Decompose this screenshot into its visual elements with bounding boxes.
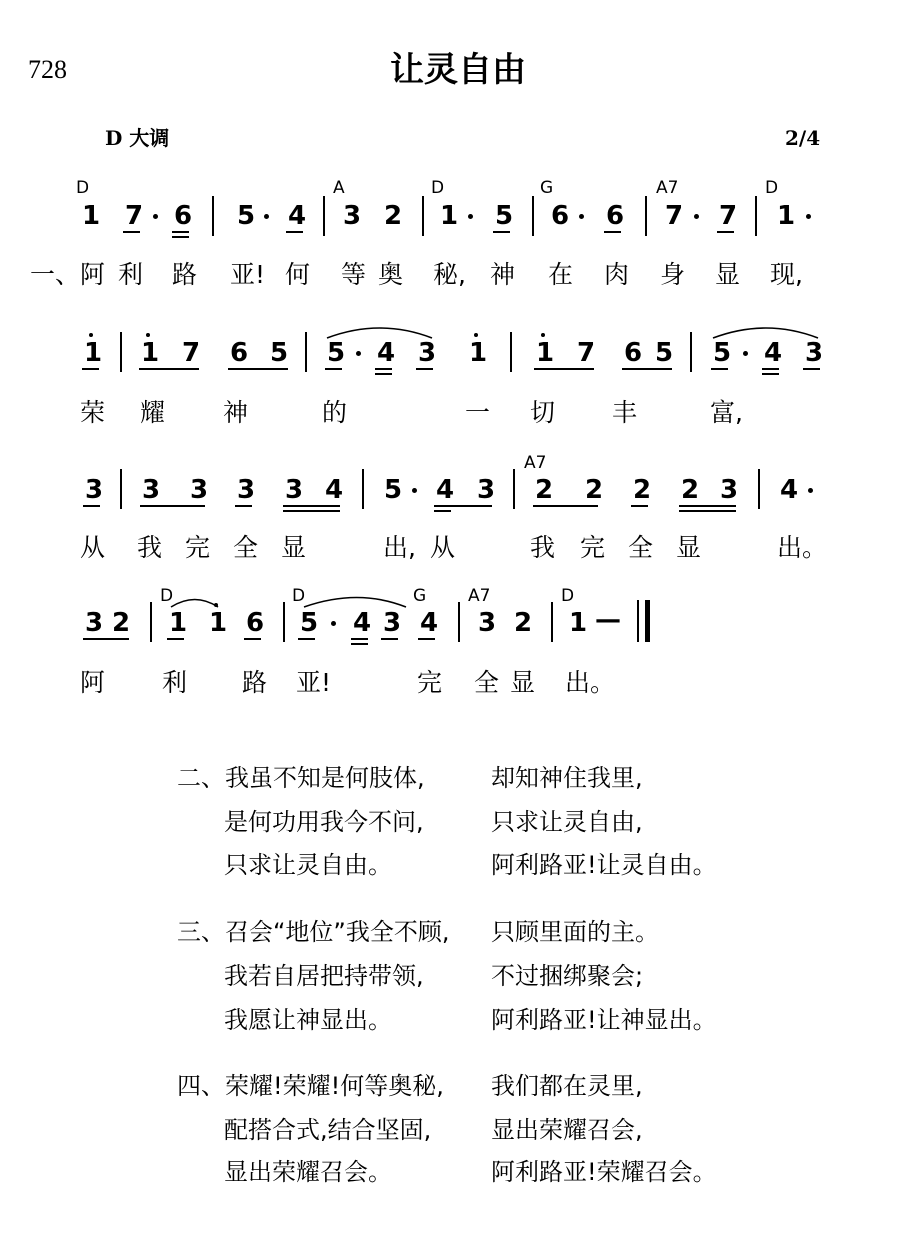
note: 2 [535,475,554,505]
chord: D [561,586,575,606]
note: 6 [174,201,193,231]
note: 3 [343,201,362,231]
lyric: 显 [510,668,536,697]
verse-line: 阿利路亚!让神显出。 [491,1006,717,1034]
verse-line: 我若自居把持带领, [224,962,424,990]
verse-line: 不过捆绑聚会; [491,962,644,990]
note: 5 [384,475,403,505]
note: 3 [805,338,824,368]
verse-line: 我愿让神显出。 [224,1006,392,1034]
lyric: 等 [341,260,367,289]
note: 7 [577,338,596,368]
lyric: 完 [580,533,606,562]
note: 2 [384,201,403,231]
note: 7 [665,201,684,231]
verse-line: 显出荣耀召会, [491,1116,643,1144]
lyric: 显 [715,260,741,289]
note: 6 [624,338,643,368]
note: 6 [246,608,265,638]
chord: A7 [468,586,491,606]
note: 4 [288,201,307,231]
lyric: 完 [185,533,211,562]
hymn-title: 让灵自由 [390,50,526,90]
lyric: 神 [223,398,249,427]
note: 5 [327,338,346,368]
note: 4 [377,338,396,368]
lyric: 切 [530,398,556,427]
note: 5 [300,608,319,638]
note: 3 [720,475,739,505]
note: 4 [436,475,455,505]
verse-line: 阿利路亚!让灵自由。 [491,851,717,879]
verse-line: 只求让灵自由。 [224,851,392,879]
note: 1 [440,201,459,231]
slur [713,328,818,338]
lyric: 奥 [378,260,404,289]
hymn-number: 728 [28,55,67,84]
lyric: 神 [490,260,516,289]
slur [327,328,432,338]
lyric: 丰 [612,398,638,427]
chord: G [413,586,427,606]
lyric: 现, [770,260,803,289]
verse-line: 二、我虽不知是何肢体, [177,764,425,792]
lyric: 从 [430,533,456,562]
lyric: 完 [417,668,443,697]
note: 2 [514,608,533,638]
lyric: 显 [281,533,307,562]
chord: A7 [656,178,679,198]
chord: A [333,178,345,198]
note: 7 [182,338,201,368]
note: 5 [237,201,256,231]
note: 6 [551,201,570,231]
lyric: 路 [172,260,198,289]
verse-line: 显出荣耀召会。 [224,1158,392,1186]
verse-line: 只顾里面的主。 [491,918,659,946]
verse-line: 我们都在灵里, [491,1072,643,1100]
verse-line: 只求让灵自由, [491,808,643,836]
note: 2 [112,608,131,638]
note: 5 [495,201,514,231]
lyric: 秘, [433,260,466,289]
lyric: 在 [548,260,574,289]
note: 1 [84,338,103,368]
note: 3 [285,475,304,505]
note: 3 [383,608,402,638]
note: 6 [230,338,249,368]
note: 2 [633,475,652,505]
verse-line: 四、荣耀!荣耀!何等奥秘, [177,1072,444,1100]
note: 1 [569,608,588,638]
lyric: 一、阿 [30,260,106,289]
note: 2 [585,475,604,505]
note: 2 [681,475,700,505]
lyric: 耀 [140,398,166,427]
verse-line: 阿利路亚!荣耀召会。 [491,1158,717,1186]
note: 3 [237,475,256,505]
verse-line: 配搭合式,结合坚固, [224,1116,432,1144]
lyric: 利 [118,260,144,289]
lyric: 全 [474,668,500,697]
note: — [595,605,621,635]
note: 5 [713,338,732,368]
lyric: 出。 [565,668,616,697]
lyric: 全 [233,533,259,562]
lyric: 一 [465,398,491,427]
verse-line: 三、召会“地位”我全不顾, [177,918,450,946]
note: 7 [125,201,144,231]
note: 5 [655,338,674,368]
lyric: 显 [676,533,702,562]
lyric: 阿 [80,668,106,697]
verse-line: 却知神住我里, [491,764,643,792]
chord: D [160,586,174,606]
slur [304,598,406,608]
lyric: 出, [383,533,416,562]
lyric: 我 [137,533,163,562]
chord: A7 [524,453,547,473]
note: 3 [190,475,209,505]
lyric: 富, [710,398,743,427]
lyric: 路 [242,668,268,697]
note: 4 [420,608,439,638]
lyric: 肉 [604,260,630,289]
note: 4 [325,475,344,505]
chord: D [431,178,445,198]
lyric: 全 [628,533,654,562]
note: 1 [536,338,555,368]
note: 5 [270,338,289,368]
note: 1 [169,608,188,638]
note: 6 [606,201,625,231]
note: 3 [142,475,161,505]
note: 4 [353,608,372,638]
note: 7 [719,201,738,231]
lyric: 我 [530,533,556,562]
note: 3 [85,475,104,505]
lyric: 亚! [296,668,332,697]
lyric: 利 [162,668,188,697]
chord: G [540,178,554,198]
tie [171,600,218,608]
verse-line: 是何功用我今不问, [224,808,424,836]
note: 4 [780,475,799,505]
chord: D [765,178,779,198]
chord: D [76,178,90,198]
note: 3 [477,475,496,505]
time-signature: 2/4 [785,126,821,150]
note: 1 [209,608,228,638]
chord: D [292,586,306,606]
note: 1 [82,201,101,231]
note: 1 [777,201,796,231]
key-signature: D 大调 [105,126,170,150]
lyric: 身 [660,260,686,289]
lyric: 的 [322,398,348,427]
note: 1 [141,338,160,368]
lyric: 何 [285,260,311,289]
note: 4 [764,338,783,368]
lyric: 出。 [777,533,828,562]
lyric: 从 [80,533,106,562]
note: 3 [418,338,437,368]
lyric: 亚! [230,260,266,289]
note: 1 [469,338,488,368]
note: 3 [85,608,104,638]
lyric: 荣 [80,398,106,427]
note: 3 [478,608,497,638]
